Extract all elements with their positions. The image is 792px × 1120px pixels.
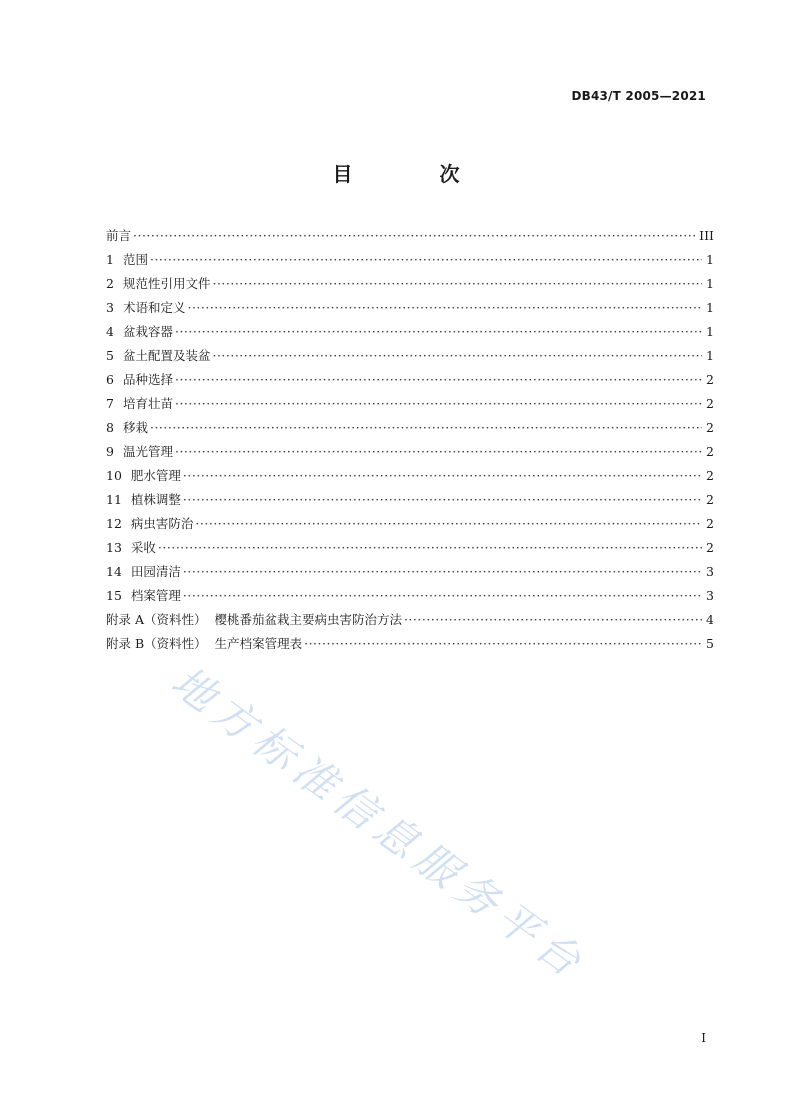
toc-entry-label: 盆栽容器 <box>122 324 173 339</box>
toc-entry-6[interactable] <box>106 368 714 392</box>
toc-entry-label: 品种选择 <box>122 372 173 387</box>
toc-entry-page: 1 <box>706 324 714 339</box>
toc-leader-dots <box>175 440 702 464</box>
toc-leader-dots <box>150 248 702 272</box>
toc-entry-label: 培育壮苗 <box>122 396 173 411</box>
toc-entry-number: 12 <box>106 516 122 531</box>
toc-entry-page: 1 <box>706 276 714 291</box>
toc-entry-1[interactable] <box>106 248 714 272</box>
toc-entry-page: 2 <box>706 444 714 459</box>
toc-entry-appendix-a[interactable] <box>106 608 714 632</box>
toc-entry-page: III <box>699 228 714 243</box>
page-number: I <box>701 1031 706 1045</box>
toc-leader-dots <box>212 344 702 368</box>
toc-entry-page: 2 <box>706 516 714 531</box>
toc-entry-foreword[interactable] <box>106 224 714 248</box>
toc-leader-dots <box>187 296 702 320</box>
toc-entry-label: 范围 <box>122 252 148 267</box>
toc-leader-dots <box>175 368 702 392</box>
toc-entry-appendix-b[interactable] <box>106 632 714 656</box>
toc-leader-dots <box>183 584 702 608</box>
toc-entry-label: 规范性引用文件 <box>122 276 211 291</box>
toc-entry-label: 盆土配置及装盆 <box>122 348 211 363</box>
toc-entry-12[interactable] <box>106 512 714 536</box>
toc-entry-label: 田园清洁 <box>130 564 181 579</box>
toc-entry-page: 3 <box>706 588 714 603</box>
toc-entry-number: 8 <box>106 420 114 435</box>
toc-entry-page: 2 <box>706 396 714 411</box>
toc-leader-dots <box>183 488 702 512</box>
toc-entry-number: 11 <box>106 492 122 507</box>
toc-entry-label: 肥水管理 <box>130 468 181 483</box>
toc-entry-page: 2 <box>706 372 714 387</box>
toc-entry-label: 附录 B（资料性） 生产档案管理表 <box>106 636 303 651</box>
toc-entry-number: 10 <box>106 468 122 483</box>
toc-leader-dots <box>175 320 702 344</box>
toc-entry-number: 3 <box>106 300 114 315</box>
toc-entry-label: 附录 A（资料性） 樱桃番茄盆栽主要病虫害防治方法 <box>106 612 402 627</box>
toc-entry-page: 1 <box>706 300 714 315</box>
toc-entry-label: 移栽 <box>122 420 148 435</box>
toc-entry-page: 3 <box>706 564 714 579</box>
toc-leader-dots <box>304 632 702 656</box>
toc-leader-dots <box>150 416 702 440</box>
toc-entry-4[interactable] <box>106 320 714 344</box>
toc-entry-label: 采收 <box>130 540 156 555</box>
toc-leader-dots <box>133 224 697 248</box>
toc-entry-number: 5 <box>106 348 114 363</box>
toc-entry-label: 档案管理 <box>130 588 181 603</box>
toc-entry-page: 2 <box>706 540 714 555</box>
toc-entry-14[interactable] <box>106 560 714 584</box>
toc-entry-9[interactable] <box>106 440 714 464</box>
toc-entry-page: 2 <box>706 420 714 435</box>
toc-entry-label: 温光管理 <box>122 444 173 459</box>
toc-entry-7[interactable] <box>106 392 714 416</box>
toc-entry-page: 1 <box>706 252 714 267</box>
toc-leader-dots <box>404 608 702 632</box>
toc-leader-dots <box>183 464 702 488</box>
toc-title: 目 次 <box>332 162 500 186</box>
toc-entry-5[interactable] <box>106 344 714 368</box>
toc-entry-label: 病虫害防治 <box>130 516 194 531</box>
toc-leader-dots <box>158 536 702 560</box>
toc-entry-3[interactable] <box>106 296 714 320</box>
toc-entry-number: 4 <box>106 324 114 339</box>
toc-entry-2[interactable] <box>106 272 714 296</box>
toc-leader-dots <box>183 560 702 584</box>
toc-entry-13[interactable] <box>106 536 714 560</box>
toc-entry-8[interactable] <box>106 416 714 440</box>
toc-leader-dots <box>195 512 702 536</box>
toc-entry-label: 前言 <box>106 228 132 243</box>
toc-entry-11[interactable] <box>106 488 714 512</box>
toc-entry-page: 4 <box>706 612 714 627</box>
toc-entry-number: 9 <box>106 444 114 459</box>
toc-entry-10[interactable] <box>106 464 714 488</box>
toc-entry-page: 5 <box>706 636 714 651</box>
toc-entry-page: 1 <box>706 348 714 363</box>
document-code: DB43/T 2005—2021 <box>571 89 706 103</box>
watermark: 地方标准信息服务平台 <box>162 656 596 991</box>
toc-entry-number: 13 <box>106 540 122 555</box>
toc-leader-dots <box>212 272 702 296</box>
toc-entry-number: 6 <box>106 372 114 387</box>
toc-entry-number: 14 <box>106 564 122 579</box>
toc-entry-number: 15 <box>106 588 122 603</box>
toc-leader-dots <box>175 392 702 416</box>
toc-entry-number: 7 <box>106 396 114 411</box>
table-of-contents <box>106 224 714 656</box>
toc-entry-15[interactable] <box>106 584 714 608</box>
toc-entry-label: 植株调整 <box>130 492 181 507</box>
toc-entry-page: 2 <box>706 468 714 483</box>
toc-entry-label: 术语和定义 <box>122 300 186 315</box>
toc-entry-number: 1 <box>106 252 114 267</box>
toc-entry-number: 2 <box>106 276 114 291</box>
toc-entry-page: 2 <box>706 492 714 507</box>
